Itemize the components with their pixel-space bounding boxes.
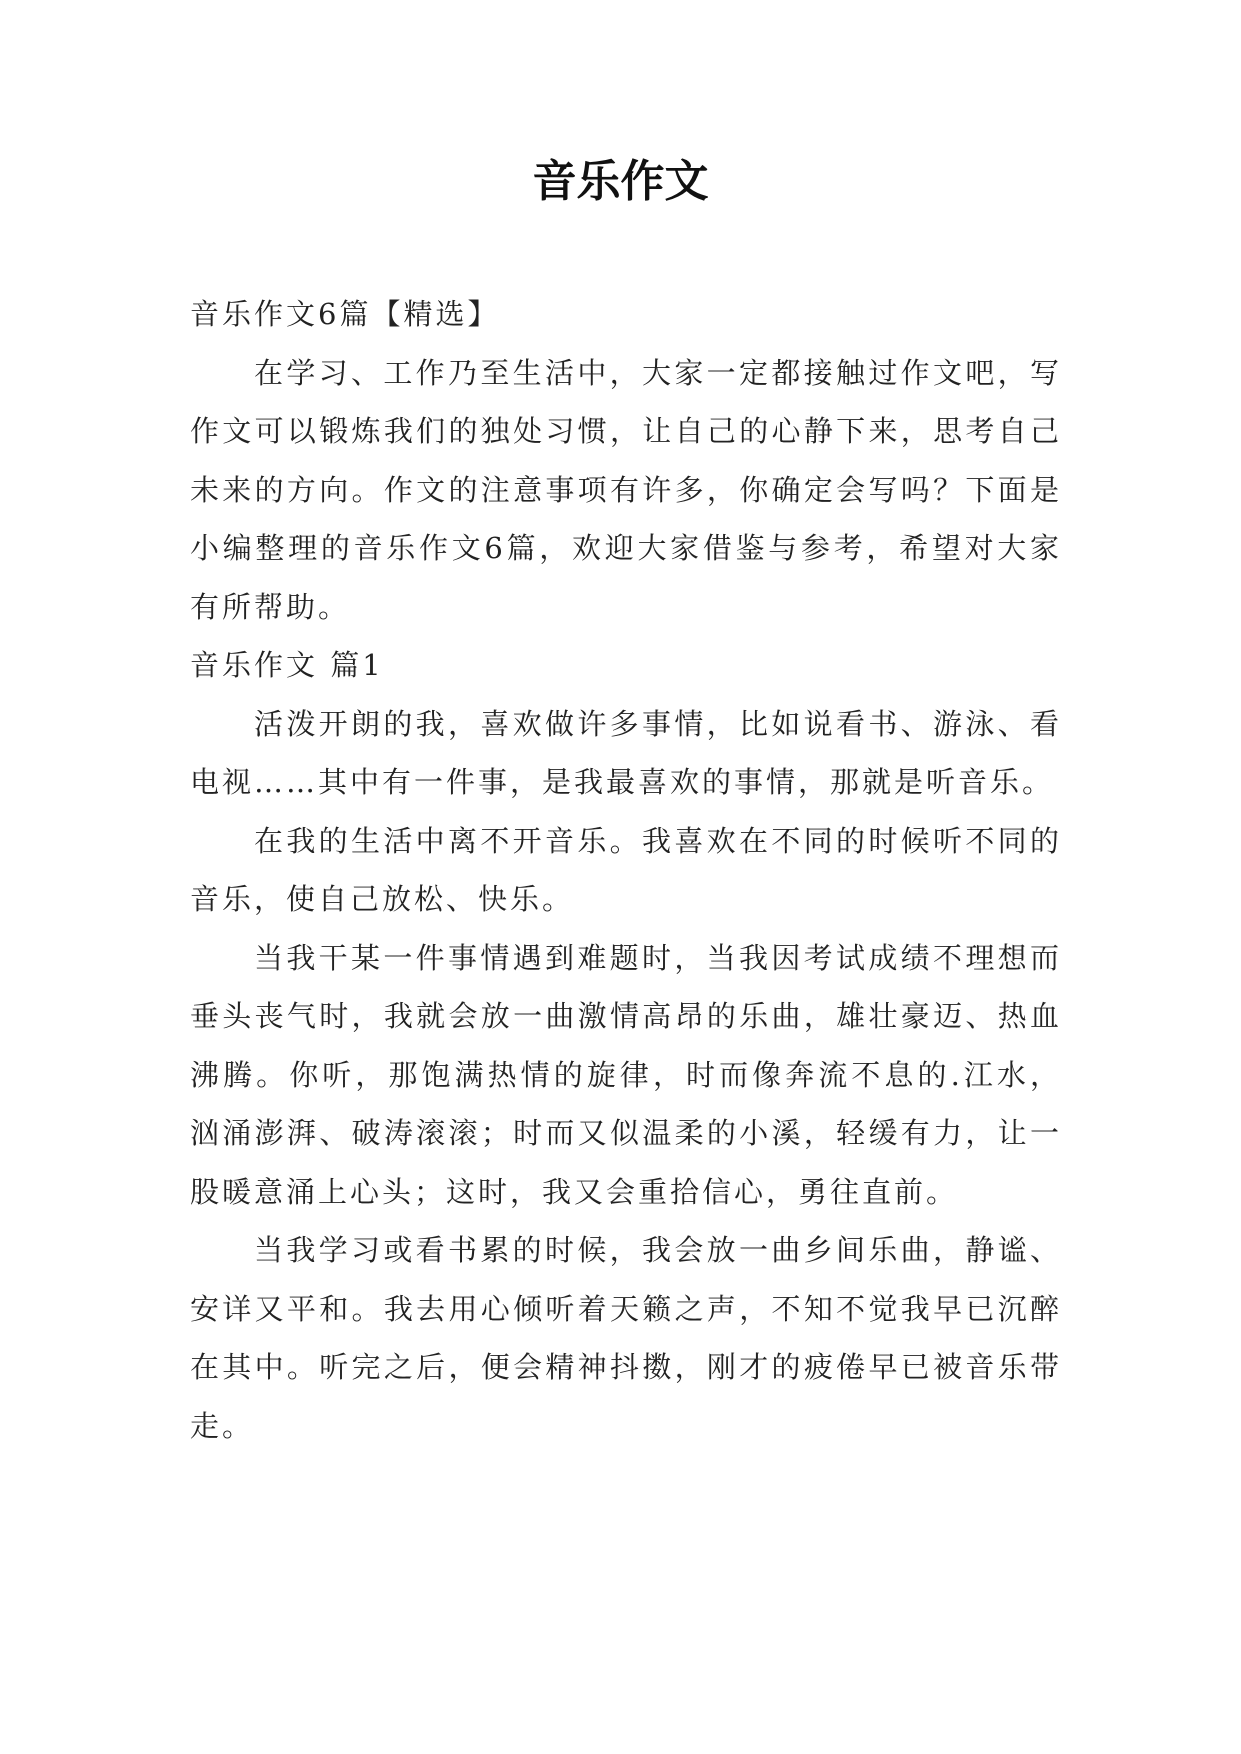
body-paragraph: 当我学习或看书累的时候，我会放一曲乡间乐曲，静谧、安详又平和。我去用心倾听着天籁之声，不知不觉我早已沉醉在其中。听完之后，便会精神抖擞，刚才的疲倦早已被音乐带走。 (190, 1233, 1062, 1443)
body-paragraph: 当我干某一件事情遇到难题时，当我因考试成绩不理想而垂头丧气时，我就会放一曲激情高昂的乐曲，雄壮豪迈、热血沸腾。你听，那饱满热情的旋律，时而像奔流不息的.江水，汹涌澎湃、破涛滚滚；时而又似温柔的小溪，轻缓有力，让一股暖意涌上心头；这时，我又会重拾信心，勇往直前。 (190, 940, 1062, 1209)
body-paragraph: 在我的生活中离不开音乐。我喜欢在不同的时候听不同的音乐，使自己放松、快乐。 (190, 823, 1062, 916)
document-title: 音乐作文 (532, 156, 709, 207)
section-heading: 音乐作文6篇【精选】 (190, 297, 500, 331)
body-paragraph: 活泼开朗的我，喜欢做许多事情，比如说看书、游泳、看电视……其中有一件事，是我最喜欢的事情，那就是听音乐。 (190, 706, 1062, 799)
intro-paragraph: 在学习、工作乃至生活中，大家一定都接触过作文吧，写作文可以锻炼我们的独处习惯，让自己的心静下来，思考自己未来的方向。作文的注意事项有许多，你确定会写吗？下面是小编整理的音乐作文6篇，欢迎大家借鉴与参考，希望对大家有所帮助。 (190, 355, 1062, 624)
document-body (190, 285, 1062, 1455)
section-heading: 音乐作文 篇1 (190, 648, 384, 682)
